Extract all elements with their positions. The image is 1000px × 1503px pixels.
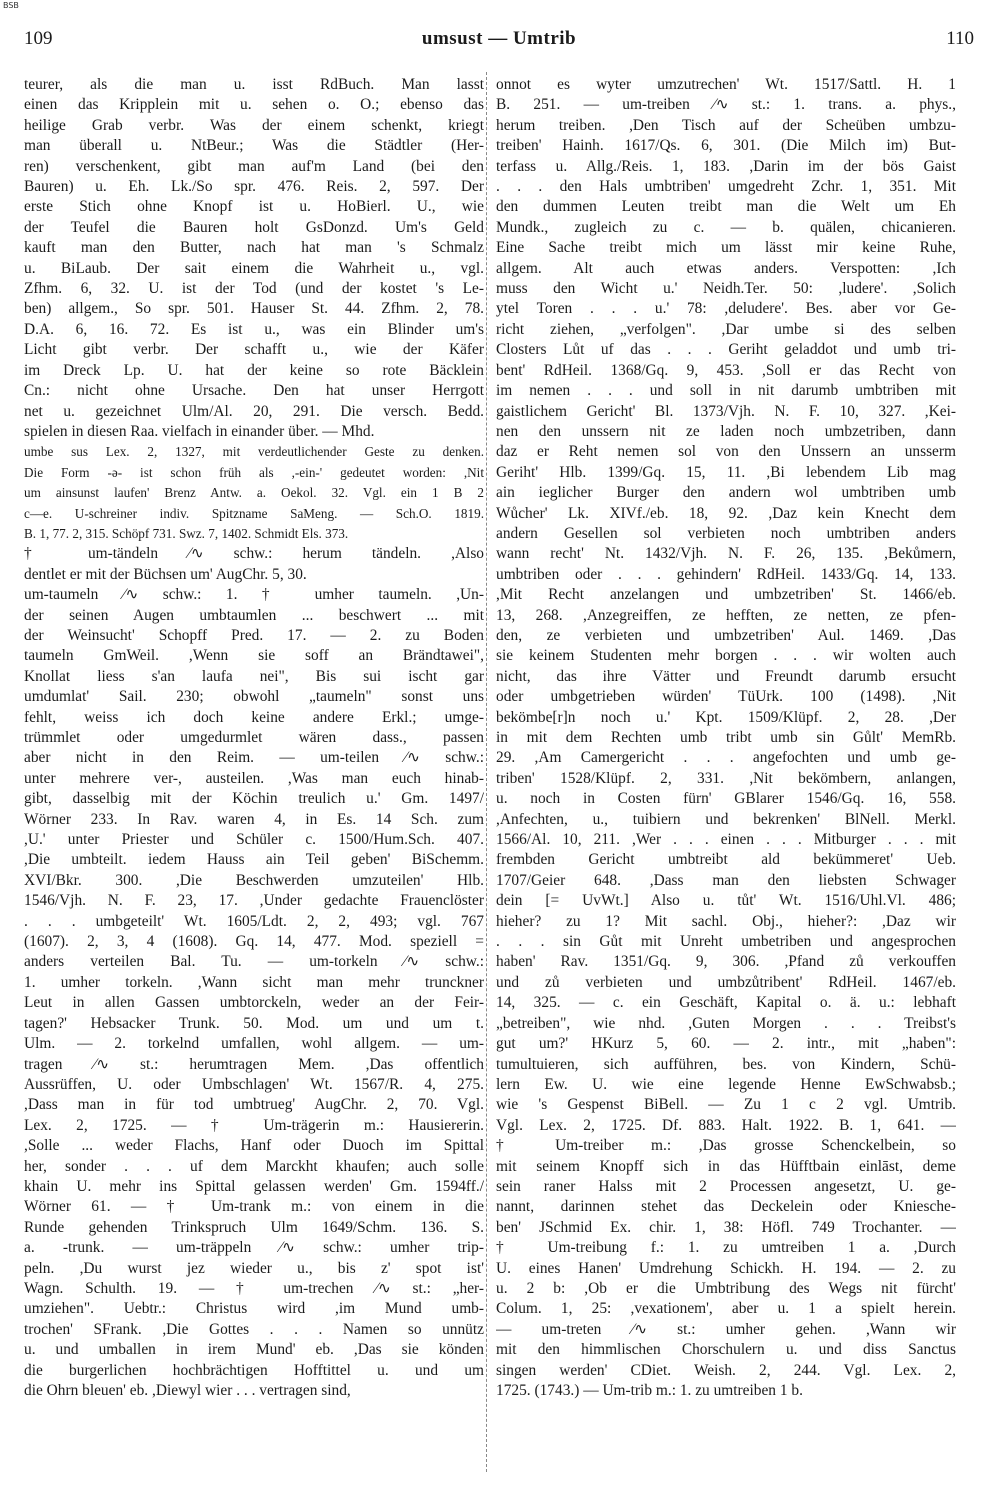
right-column-line: nannt, darinnen stehet das Deckelein oder Kniesche- (496, 1198, 956, 1216)
left-column-line: . . . umbgeteilt' Wt. 1605/Ldt. 2, 2, 493; vgl. 767 (24, 912, 484, 930)
left-column-line: khain U. mehr ins Spittal gelassen werden' Gm. 1594ff./ (24, 1177, 484, 1195)
library-stamp: BSB (3, 1, 19, 10)
left-column-line: peln. ,Du wurst jez wieder u., bis z' spot ist' (24, 1259, 484, 1277)
left-column-line: Wörner 61. — † Um-trank m.: von einem in die (24, 1198, 484, 1216)
left-column-line: dentlet er mit der Büchsen um' AugChr. 5, 30. (24, 565, 307, 583)
right-column-line: Vgl. Lex. 2, 1725. Df. 883. Halt. 1922. B. 1, 641. — (496, 1116, 956, 1134)
page-number-right: 110 (946, 28, 974, 49)
left-column-line: Wagn. Schulth. 19. — † um-trechen ⁄∿ st.: „her- (24, 1279, 484, 1297)
left-column-line: einen das Kripplein mit u. sehen o. O.; ebenso das (24, 96, 484, 114)
right-column (496, 75, 956, 1401)
left-column-line: aber nicht in den Reim. — um-teilen ⁄∿ schw.: (24, 749, 484, 767)
right-column-line: — um-treten ⁄∿ st.: umher gehen. ,Wann wir (496, 1320, 956, 1338)
left-column-line: Zfhm. 6, 32. U. ist der Tod (und der kostet 's Le- (24, 280, 484, 298)
right-column-line: 1707/Geier 648. ,Dass man den liebsten Schwager (496, 871, 956, 889)
left-column-line: tagen?' Hebsacker Trunk. 50. Mod. um und um t. (24, 1014, 484, 1032)
left-column-line: taumeln GmWeil. ,Wenn sie soff an Brändtawei", (24, 647, 484, 665)
left-column-line: umziehen". Uebtr.: Christus wird ,im Mund umb- (24, 1300, 484, 1318)
right-column-line: mit den himmlischen Chorschulern u. und diss Sanctus (496, 1341, 956, 1359)
left-column-line: ,U.' unter Priester und Schüler c. 1500/Hum.Sch. 407. (24, 831, 484, 849)
page-number-left: 109 (24, 28, 53, 49)
right-column-line: 13, 268. ,Anzegreiffen, ze hefften, ze netten, ze pfen- (496, 606, 956, 624)
left-column-line: 1. umher torkeln. ,Wann sicht man mehr trunckner (24, 973, 484, 991)
right-column-line: nicht, das ihre Vätter und Freundt darumb ersucht (496, 667, 956, 685)
left-column-line: ben) allgem., So spr. 501. Hauser St. 44. Zfhm. 2, 78. (24, 300, 484, 318)
right-column-line: Closters Lůt uf das . . . Geriht geladdot und umb tri- (496, 341, 956, 359)
left-column-line: kauft man den Butter, nach hat man 's Schmalz (24, 239, 484, 257)
left-column-line: die Ohrn bleuen' eb. ,Diewyl wier . . . vertragen sind, (24, 1382, 351, 1399)
left-column-line: Bauren) u. Eh. Lk./So spr. 476. Reis. 2, 597. Der (24, 178, 484, 196)
left-column-line: † um-tändeln ⁄∿ schw.: herum tändeln. ,Also (24, 545, 484, 563)
left-column-line: der Weinsucht' Schopff Pred. 17. — 2. zu Boden (24, 626, 484, 644)
left-column-line: trochen' SFrank. ,Die Gottes . . . Namen so unnütz (24, 1320, 484, 1338)
right-column-line: Wůcher' Lk. XIVf./eb. 18, 92. ,Daz kein Knecht dem (496, 504, 956, 522)
right-column-line: ,Anfechten, u., tuibiern und bekrenken' BlNell. Merkl. (496, 810, 956, 828)
right-column-line: onnot es wyter umzutrechen' Wt. 1517/Sattl. H. 1 (496, 76, 956, 93)
left-column-line: erste Stich ohne Knopf ist u. HoBierl. U., wie (24, 198, 484, 216)
right-column-line: . . . den Hals umbtriben' umgedreht Zchr. 1, 351. Mit (496, 178, 956, 196)
right-column-line: ,Mit Recht anzelangen und umbzetriben' St. 1466/eb. (496, 586, 956, 604)
right-column-line: 29. ,Am Camergericht . . . angefochten und umb ge- (496, 749, 956, 767)
left-column-line: c—e. U-schreiner indiv. Spitzname SaMeng. — Sch.O. 1819. (24, 505, 484, 521)
right-column-line: triben' 1528/Klüpf. 2, 331. ,Nit bekömbern, anlangen, (496, 769, 956, 787)
right-column-line: Eine Sache treibt mich um lässt mir keine Ruhe, (496, 239, 956, 257)
left-column-line: Lex. 2, 1725. — † Um-trägerin m.: Hausiererin. (24, 1116, 484, 1134)
left-column-line: tragen ⁄∿ st.: herumtragen Mem. ,Das offentlich (24, 1055, 484, 1073)
right-column-line: nen den unssern nit ze laden noch umbzetriben, dann (496, 422, 956, 440)
right-column-line: terfass u. Allg./Reis. 1, 183. ,Darin im der bös Gaist (496, 157, 956, 175)
left-column-line: um ainsunst laufen' Brenz Antw. a. Oekol. 32. Vgl. ein 1 B 2 (24, 485, 484, 501)
left-column-line: umdumlat' Sail. 230; obwohl „taumeln" sonst uns (24, 688, 484, 706)
left-column-line: Ulm. — 2. torkelnd umfallen, wohl allgem. — um- (24, 1035, 484, 1053)
right-column-line: ytel Toren . . . u.' 78: ,deludere'. Bes. aber vor Ge- (496, 300, 956, 318)
left-column-line: unter mehrere ver-, austeilen. ,Was man euch hinab- (24, 769, 484, 787)
right-column-line: U. eines Hanen' Umdrehung Schickh. H. 194. — 2. zu (496, 1259, 956, 1277)
right-column-line: Colum. 1, 25: ,vexationem', aber u. 1 a spielt herein. (496, 1300, 956, 1318)
left-column-line: u. und umballen in irem Mund' eb. ,Das sie könden (24, 1341, 484, 1359)
left-column-line: net u. gezeichnet Ulm/Al. 20, 291. Die versch. Bedd. (24, 402, 484, 420)
left-column-line: im Dreck Lp. U. hat der keine so rote Bäcklein (24, 361, 484, 379)
right-column-line: lern Ew. U. wie eine legende Henne EwSchwabsb.; (496, 1075, 956, 1093)
left-column-line: um-taumeln ⁄∿ schw.: 1. † umher taumeln. ,Un- (24, 586, 484, 604)
right-column-line: singen werden' CDiet. Weish. 2, 244. Vgl. Lex. 2, (496, 1361, 956, 1379)
left-column-line: die burgerlichen hochbrächtigen Hofftittel u. und um (24, 1361, 484, 1379)
right-column-line: 14, 325. — c. ein Geschäft, Kapital o. ä. u.: lebhaft (496, 994, 956, 1012)
left-column-line: umbe sus Lex. 2, 1327, mit verdeutlichender Geste zu denken. (24, 444, 484, 460)
right-column-line: herum treiben. ,Den Tisch auf der Scheüben umbzu- (496, 116, 956, 134)
left-column-line: a. -trunk. — um-träppeln ⁄∿ schw.: umher trip- (24, 1239, 484, 1257)
left-column-line: fehlt, weiss ich doch keine andere Erkl.; umge- (24, 708, 484, 726)
column-divider (486, 72, 487, 1472)
left-column-line: ,Die umbteilt. iedem Hauss ain Teil geben' BiSchemm. (24, 851, 484, 869)
right-column-line: ain ieglicher Burger den andern wol umbtriben umb (496, 484, 956, 502)
left-column-line: der Teufel die Bauren holt GsDonzd. Um's Geld (24, 218, 484, 236)
left-column-line: Wörner 233. In Rav. waren 4, in Es. 14 Sch. zum (24, 810, 484, 828)
right-column-line: im nemen . . . und soll in nit darumb umbtriben mit (496, 382, 956, 400)
right-column-line: mit seinem Knopff sich in das Hüfftbain einlāst, deme (496, 1157, 956, 1175)
left-column-line: man überall u. NtBeur.; Was die Städtler (Her- (24, 137, 484, 155)
right-column-line: wann recht' Nt. 1432/Vjh. N. F. 26, 135. ,Bekůmern, (496, 545, 956, 563)
right-column-line: gaistlichem Gericht' Bl. 1373/Vjh. N. F. 10, 327. ,Kei- (496, 402, 956, 420)
right-column-line: daz er Reht nemen sol von den Unssern an unsserm (496, 443, 956, 461)
left-column-line: ren) verschenkent, gibt man auf'm Land (bei den (24, 157, 484, 175)
right-column-line: 1566/Al. 10, 211. ,Wer . . . einen . . . Mitburger . . . mit (496, 831, 956, 849)
right-column-line: bent' RdHeil. 1368/Gq. 9, 453. ,Soll er das Recht von (496, 361, 956, 379)
right-column-line: . . . sin Gůt mit Unreht umbetriben und angesprochen (496, 933, 956, 951)
right-column-line: † Um-treiber m.: ,Das grosse Schenckelbein, so (496, 1137, 956, 1155)
left-column (24, 75, 484, 1401)
page-header (24, 24, 974, 56)
right-column-line: 1725. (1743.) — Um-trib m.: 1. zu umtreiben 1 b. (496, 1382, 803, 1399)
right-column-line: tumultuieren, sich aufführen, bes. von Kindern, Schü- (496, 1055, 956, 1073)
left-column-line: Aussrüffen, U. oder Umbschlagen' Wt. 1567/R. 4, 275. (24, 1075, 484, 1093)
left-column-line: anders verteilen Bal. Tu. — um-torkeln ⁄∿ schw.: (24, 953, 484, 971)
right-column-line: richt ziehen, „verfolgen". ,Dar umbe si des selben (496, 320, 956, 338)
right-column-line: den dummen Leuten treibt man die Welt um Eh (496, 198, 956, 216)
right-column-line: allgem. Alt auch etwas anders. Verspotten: ,Ich (496, 259, 956, 277)
left-column-line: D.A. 6, 16. 72. Es ist u., was ein Blinder um's (24, 320, 484, 338)
left-column-line: Runde gehenden Trinkspruch Ulm 1649/Schm. 136. S. (24, 1218, 484, 1236)
left-column-line: heilige Grab verbr. Was der einem schenkt, kriegt (24, 116, 484, 134)
right-column-line: sein raner Halss mit 2 Processen angesetzt, U. ge- (496, 1177, 956, 1195)
left-column-line: trümmlet oder umgedurmlet wären dass., passen (24, 729, 484, 746)
right-column-line: oder umbgetrieben würden' TüUrk. 100 (1498). ,Nit (496, 688, 956, 706)
right-column-line: † Um-treibung f.: 1. zu umtreiben 1 a. ,Durch (496, 1239, 956, 1257)
running-title: umsust — Umtrib (421, 28, 577, 49)
left-column-line: XVI/Bkr. 300. ,Die Beschwerden umzuteilen' Hlb. (24, 871, 484, 889)
left-column-line: ,Dass man in für tod umbtrueg' AugChr. 2, 70. Vgl. (24, 1096, 484, 1114)
right-column-line: und zů verbieten und umbzůtribent' RdHeil. 1467/eb. (496, 973, 956, 991)
right-column-line: muss den Wicht u.' Neidh.Ter. 50: ,ludere'. ,Solich (496, 280, 956, 298)
left-column-line: ,Solle ... weder Flachs, Hanf oder Duoch im Spittal (24, 1137, 484, 1155)
left-column-line: der seinen Augen umbtaumlen ... beschwert ... mit (24, 606, 484, 624)
left-column-line: Knollat liess s'an laufa nei", Bis sui ischt gar (24, 667, 484, 685)
right-column-line: u. 2 b: ,Ob er die Umbtribung des Wegs nit fürcht' (496, 1279, 956, 1297)
left-column-line: teurer, als die man u. isst RdBuch. Man lasst (24, 76, 484, 93)
left-column-line: gibt, dasselbig mit der Köchin treulich u.' Gm. 1497/ (24, 790, 484, 808)
right-column-line: frembden Gericht umbtreibt ald bekümmeret' Ueb. (496, 851, 956, 869)
left-column-line: u. BiLaub. Der sait einem die Wahrheit u., vgl. (24, 259, 484, 277)
left-column-line: B. 1, 77. 2, 315. Schöpf 731. Swz. 7, 1402. Schmidt Els. 373. (24, 525, 349, 541)
right-column-line: sie keinem Studenten mehr borgen . . . wir wolten auch (496, 647, 956, 665)
right-column-line: wie 's Gespenst BiBell. — Zu 1 c 2 vgl. Umtrib. (496, 1096, 956, 1114)
left-column-line: Cn.: nicht ohne Ursache. Den hat unser Herrgott (24, 382, 484, 400)
right-column-line: in mit dem Rechten umb tribt umb sin Gůlt' MemRb. (496, 729, 956, 746)
right-column-line: u. noch in Costen fürn' GBlarer 1546/Gq. 16, 558. (496, 790, 956, 808)
right-column-line: bekömbe[r]n noch u.' Kpt. 1509/Klüpf. 2, 28. ,Der (496, 708, 956, 726)
left-column-line: Die Form -ə- ist schon früh als ,-ein-' gedeutet worden: ,Nit (24, 464, 484, 480)
left-column-line: spielen in diesen Raa. vielfach in einander über. — Mhd. (24, 422, 375, 440)
right-column-line: dein [= UvWt.] Also u. tůt' Wt. 1516/Uhl.Vl. 486; (496, 892, 956, 910)
left-column-line: Leut in allen Gassen umbtorckeln, weder an der Feir- (24, 994, 484, 1012)
right-column-line: Mundk., zugleich zu c. — b. quälen, chicanieren. (496, 218, 956, 236)
right-column-line: andern Gesellen sol verbieten noch umbtriben anders (496, 524, 956, 542)
right-column-line: „betreiben", wie nhd. ,Guten Morgen . . . Treibst's (496, 1014, 956, 1032)
right-column-line: gut um?' HKurz 5, 60. — 2. intr., mit „haben": (496, 1035, 956, 1053)
left-column-line: 1546/Vjh. N. F. 23, 17. ,Under gedachte Frauenclöster (24, 892, 484, 910)
right-column-line: haben' Rav. 1351/Gq. 9, 306. ,Pfand zů verkouffen (496, 953, 956, 971)
right-column-line: treiben' Hainh. 1617/Qs. 6, 301. (Die Milch im) But- (496, 137, 956, 155)
right-column-line: den, ze verbieten und umbzetriben' Aul. 1469. ,Das (496, 626, 956, 644)
left-column-line: Licht gibt verbr. Der schafft u., wie der Käfer (24, 341, 484, 359)
right-column-line: Geriht' Hlb. 1399/Gq. 15, 11. ,Bi lebendem Lib mag (496, 463, 956, 481)
right-column-line: ben' JSchmid Ex. chir. 1, 38: Höfl. 749 Trochanter. — (496, 1218, 956, 1236)
left-column-line: her, sonder . . . uf dem Marckht khaufen; auch solle (24, 1157, 484, 1175)
right-column-line: hieher? zu 1? Mit sachl. Obj., hieher?: ,Daz wir (496, 912, 956, 930)
right-column-line: B. 251. — um-treiben ⁄∿ st.: 1. trans. a. phys., (496, 96, 956, 114)
left-column-line: (1607). 2, 3, 4 (1608). Gq. 14, 477. Mod. speziell = (24, 933, 484, 951)
right-column-line: umbtriben oder . . . gehindern' RdHeil. 1433/Gq. 14, 133. (496, 565, 956, 583)
